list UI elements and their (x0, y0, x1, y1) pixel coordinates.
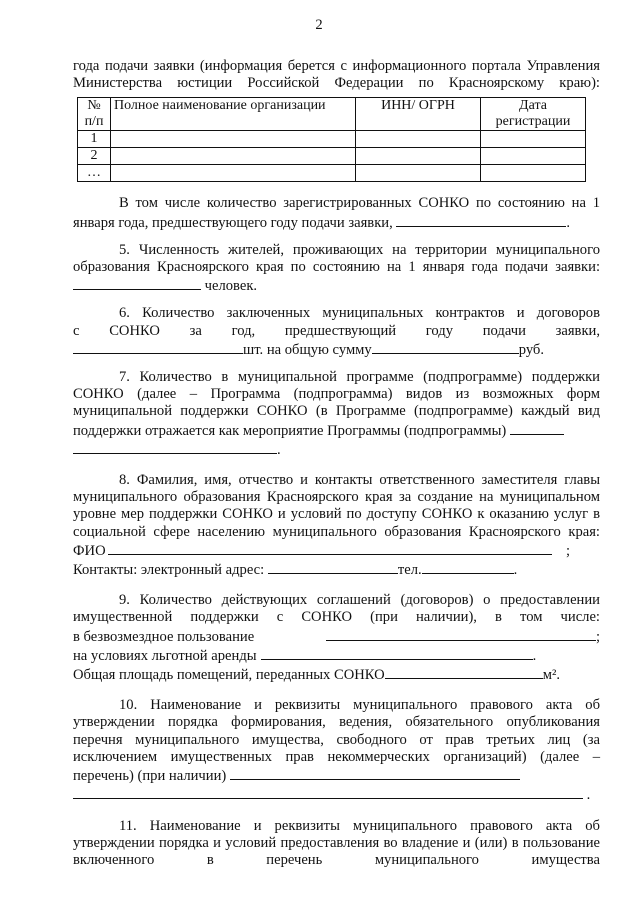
deputy-paragraph: 8. Фамилия, имя, отчество и контакты ответственного заместителя главы муниципального образования Красноярского края за создание на муниципальном уровне мер поддержки СОНКО и условий по доступу СОНКО к оказанию услуг в социальной сфере населению муниципального образования Красноярского края: (73, 472, 600, 540)
table-row: 1 (78, 131, 586, 148)
registered-sonko-paragraph: В том числе количество зарегистрированных СОНКО по состоянию на 1 января года, предшествующего году подачи заявки, . (73, 195, 600, 231)
table-row: … (78, 165, 586, 182)
property-support-paragraph: 9. Количество действующих соглашений (договоров) о предоставлении имущественной поддержки с СОНКО (при наличии), в том числе: (73, 592, 600, 626)
area-line: Общая площадь помещений, переданных СОНКО м². (73, 667, 560, 684)
phone-field[interactable] (422, 560, 514, 574)
page-number: 2 (315, 17, 323, 33)
contracts-line-3: шт. на общую сумму руб. (73, 340, 600, 359)
fio-field[interactable] (108, 541, 552, 555)
document-body (73, 58, 600, 869)
population-field[interactable] (73, 276, 201, 290)
free-use-field[interactable] (326, 627, 596, 641)
property-list-act-field-2[interactable] (73, 785, 583, 799)
property-list-act-line-2: . (73, 785, 600, 804)
contracts-sum-field[interactable] (372, 340, 519, 354)
property-list-act-paragraph: 10. Наименование и реквизиты муниципального правового акта об утверждении порядка формирования, ведения, обязательного опубликования перечня муниципального имущества, свободного от прав третьих лиц (за исключением имущественных прав некоммерческих организаций) (далее – перечень) (при наличии) (73, 697, 600, 785)
intro-paragraph: года подачи заявки (информация берется с информационного портала Управления Министерства юстиции Российской Федерации по Красноярскому краю): (73, 58, 600, 92)
table-header-row (78, 98, 586, 131)
program-paragraph: 7. Количество в муниципальной программе (подпрограмме) поддержки СОНКО (далее – Программа (подпрограмма) видов из возможных форм муниципальной поддержки СОНКО (в Программе (подпрограмме) каждый вид поддержки отражается как мероприятие Программы (подпрограммы) (73, 369, 600, 439)
contacts-line: Контакты: электронный адрес: тел. . (73, 562, 518, 579)
program-count-field[interactable] (510, 421, 564, 435)
email-field[interactable] (268, 560, 398, 574)
fio-line: ФИО ; (73, 542, 570, 559)
col-number-header: № п/п (78, 98, 111, 131)
contracts-paragraph: 6. Количество заключенных муниципальных контрактов и договоров (119, 305, 600, 322)
col-inn-header: ИНН/ ОГРН (356, 98, 481, 131)
table-row: 2 (78, 148, 586, 165)
lease-field[interactable] (261, 646, 533, 660)
possession-act-paragraph: 11. Наименование и реквизиты муниципального правового акта об утверждении порядка и условий предоставления во владение и (или) в пользование включенного в перечень муниципального имущества (73, 817, 600, 868)
population-line: человек. (73, 276, 600, 295)
contracts-count-field[interactable] (73, 340, 243, 354)
col-date-header: Дата регистрации (481, 98, 586, 131)
program-count-field-2[interactable] (73, 440, 277, 454)
property-list-act-field[interactable] (230, 766, 520, 780)
col-name-header: Полное наименование организации (111, 98, 356, 131)
lease-line: на условиях льготной аренды . (73, 647, 537, 664)
free-use-line: в безвозмездное пользование ; (73, 628, 600, 645)
organizations-table (77, 97, 586, 182)
contracts-line-2: с СОНКО за год, предшествующий году подачи заявки, (73, 322, 600, 339)
population-paragraph: 5. Численность жителей, проживающих на территории муниципального образования Красноярского края по состоянию на 1 января года подачи заявки: (73, 241, 600, 276)
registered-count-field[interactable] (396, 213, 566, 227)
area-field[interactable] (385, 665, 543, 679)
program-line-2: . (73, 440, 600, 459)
